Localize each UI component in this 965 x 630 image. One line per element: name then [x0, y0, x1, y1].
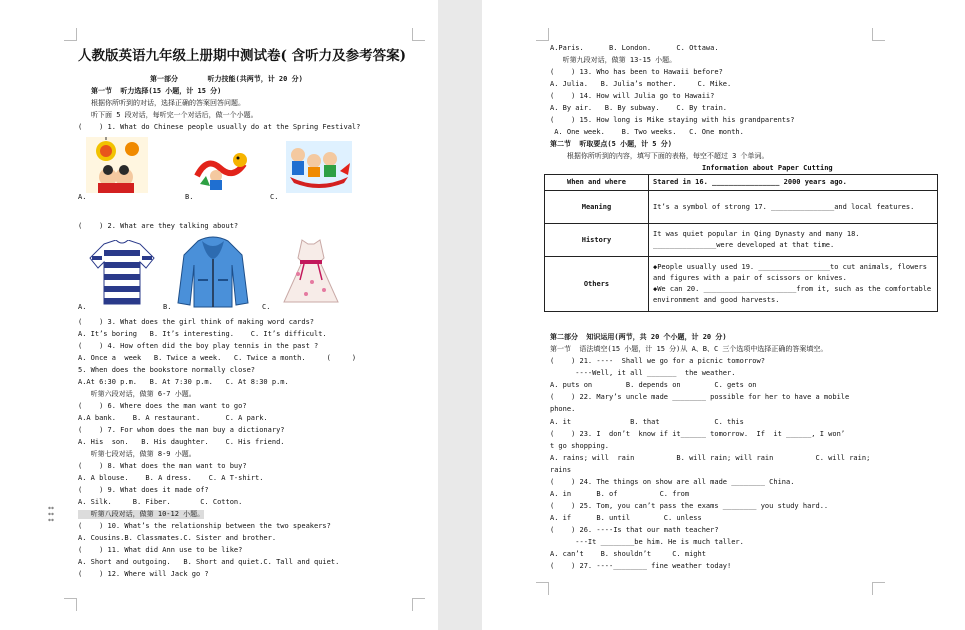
answer-options: A.Paris. B. London. C. Ottawa. [550, 44, 719, 52]
page-corner-mark [412, 28, 425, 41]
dialogue-instruction: 听第七段对话，做第 8-9 小题。 [78, 450, 196, 458]
page-corner-mark [872, 582, 885, 595]
part1-heading: 第一部分 听力技能(共两节，计 20 分) [150, 75, 303, 83]
page-corner-mark [64, 28, 77, 41]
answer-options: A. in B. of C. from [550, 490, 690, 498]
answer-options: A. can’t B. shouldn’t C. might [550, 550, 706, 558]
option-label: A. [78, 303, 87, 311]
option-label: C. [270, 193, 279, 201]
answer-options: A. it B. that C. this [550, 418, 744, 426]
question-line: ( ) 8. What does the man want to buy? [78, 462, 247, 470]
table-row-header: Others [545, 257, 649, 312]
answer-options: A. One week. B. Two weeks. C. One month. [550, 128, 744, 136]
question-line: ( ) 25. Tom, you can’t pass the exams ________ you study hard.. [550, 502, 829, 510]
document-page-1 [0, 0, 438, 630]
answer-options: A. Silk. B. Fiber. C. Cotton. [78, 498, 243, 506]
answer-options: A. By air. B. By subway. C. By train. [550, 104, 728, 112]
table-cell: It was quiet popular in Qing Dynasty and many 18. _______________were developed at that time. [649, 224, 938, 257]
section2-instruction: 根据你所听到的内容，填写下面的表格，每空不超过 3 个单词。 [550, 152, 769, 160]
table-title: Information about Paper Cutting [702, 164, 833, 172]
question-1: ( ) 1. What do Chinese people usually do at the Spring Festival? [78, 123, 361, 131]
table-row-header: When and where [545, 175, 649, 191]
answer-options: A. puts on B. depends on C. gets on [550, 381, 757, 389]
page-corner-mark [536, 582, 549, 595]
answer-options: A. Short and outgoing. B. Short and quiet.C. Tall and quiet. [78, 558, 340, 566]
answer-options: A. A blouse. B. A dress. C. A T-shirt. [78, 474, 264, 482]
question-line: 5. When does the bookstore normally close? [78, 366, 256, 374]
question-line: ( ) 24. The things on show are all made ________ China. [550, 478, 795, 486]
girl-dress-picture [282, 238, 340, 306]
question-line: ( ) 7. For whom does the man buy a dictionary? [78, 426, 285, 434]
table-row-header: Meaning [545, 191, 649, 224]
section2-heading: 第二节 听取要点(5 小题，计 5 分) [550, 140, 672, 148]
lantern-festival-picture [86, 137, 148, 193]
answer-options: A. It’s boring B. It’s interesting. C. It’s difficult. [78, 330, 327, 338]
question-line: ( ) 22. Mary’s uncle made ________ possible for her to have a mobile [550, 393, 850, 401]
option-label: B. [185, 193, 194, 201]
answer-options: rains [550, 466, 572, 474]
option-label: C. [262, 303, 271, 311]
document-page-2 [482, 0, 965, 630]
question-line: ( ) 3. What does the girl think of making word cards? [78, 318, 315, 326]
question-line: ( ) 15. How long is Mike staying with his grandparents? [550, 116, 795, 124]
answer-options: A. His son. B. His daughter. C. His friend. [78, 438, 285, 446]
striped-shirt-picture [88, 240, 156, 306]
answer-options: A. Julia. B. Julia’s mother. C. Mike. [550, 80, 732, 88]
dialogue-instruction-highlighted[interactable]: 听第八段对话，做第 10-12 小题。 [78, 510, 205, 518]
section-instruction: 第一节 语法填空(15 小题，计 15 分)从 A、B、C 三个选项中选择正确的答案填空。 [550, 345, 828, 353]
drag-handle-icon[interactable] [48, 506, 54, 522]
question-2: ( ) 2. What are they talking about? [78, 222, 239, 230]
paper-cutting-table [544, 174, 938, 312]
dragon-dance-picture [192, 146, 250, 192]
table-cell [649, 257, 938, 312]
table-cell: It’s a symbol of strong 17. _______________and local features. [649, 191, 938, 224]
question-line: ( ) 9. What does it made of? [78, 486, 209, 494]
dialogue-instruction: 听第九段对话，做第 13-15 小题。 [550, 56, 677, 64]
dialogue-instruction: 听第六段对话，做第 6-7 小题。 [78, 390, 196, 398]
dragon-boat-picture [286, 141, 352, 193]
question-line: ( ) 14. How will Julia go to Hawaii? [550, 92, 715, 100]
question-line: ( ) 4. How often did the boy play tennis in the past ? [78, 342, 319, 350]
blue-jacket-picture [176, 235, 250, 309]
question-line: ( ) 10. What’s the relationship between the two speakers? [78, 522, 331, 530]
table-cell-line: ◆We can 20. ______________________from it, such as the comfortable environment and good harvests. [653, 285, 932, 304]
table-cell: Stared in 16. ________________ 2000 years ago. [649, 175, 938, 191]
question-line: ( ) 21. ---- Shall we go for a picnic tomorrow? [550, 357, 765, 365]
option-label: A. [78, 193, 87, 201]
question-line: ( ) 12. Where will Jack go ? [78, 570, 209, 578]
answer-options: A.At 6:30 p.m. B. At 7:30 p.m. C. At 8:30 p.m. [78, 378, 289, 386]
question-line: t go shopping. [550, 442, 610, 450]
question-line: ( ) 11. What did Ann use to be like? [78, 546, 243, 554]
table-row-header: History [545, 224, 649, 257]
page-corner-mark [412, 598, 425, 611]
page-corner-mark [872, 28, 885, 41]
page-corner-mark [536, 28, 549, 41]
page-corner-mark [64, 598, 77, 611]
answer-options: A.A bank. B. A restaurant. C. A park. [78, 414, 268, 422]
question-line: ----Well, it all _______ the weather. [550, 369, 736, 377]
section1-instruction: 听下面 5 段对话，每听完一个对话后，做一个小题。 [91, 111, 258, 119]
answer-options: A. Once a week B. Twice a week. C. Twice a month. ( ) [78, 354, 357, 362]
question-line: ( ) 13. Who has been to Hawaii before? [550, 68, 723, 76]
question-line: phone. [550, 405, 576, 413]
option-label: B. [163, 303, 172, 311]
section1-instruction: 根据你所听到的对话，选择正确的答案回答问题。 [91, 99, 245, 107]
question-line: ( ) 6. Where does the man want to go? [78, 402, 247, 410]
section1-heading: 第一节 听力选择(15 小题，计 15 分) [91, 87, 222, 95]
question-line: ---It ________be him. He is much taller. [550, 538, 744, 546]
answer-options: A. if B. until C. unless [550, 514, 702, 522]
answer-options: A. Cousins.B. Classmates.C. Sister and brother. [78, 534, 277, 542]
part2-heading: 第二部分 知识运用(两节，共 20 个小题，计 20 分) [550, 333, 727, 341]
page-title: 人教版英语九年级上册期中测试卷( 含听力及参考答案) [78, 48, 406, 64]
table-cell-line: ◆People usually used 19. _________________to cut animals, flowers and figures with a pair of scissors or knives. [653, 263, 927, 282]
question-line: ( ) 23. I don’t know if it______ tomorrow. If it ______, I won’ [550, 430, 846, 438]
question-line: ( ) 27. ----________ fine weather today! [550, 562, 732, 570]
question-line: ( ) 26. ----Is that our math teacher? [550, 526, 719, 534]
answer-options: A. rains; will rain B. will rain; will rain C. will rain; [550, 454, 871, 462]
